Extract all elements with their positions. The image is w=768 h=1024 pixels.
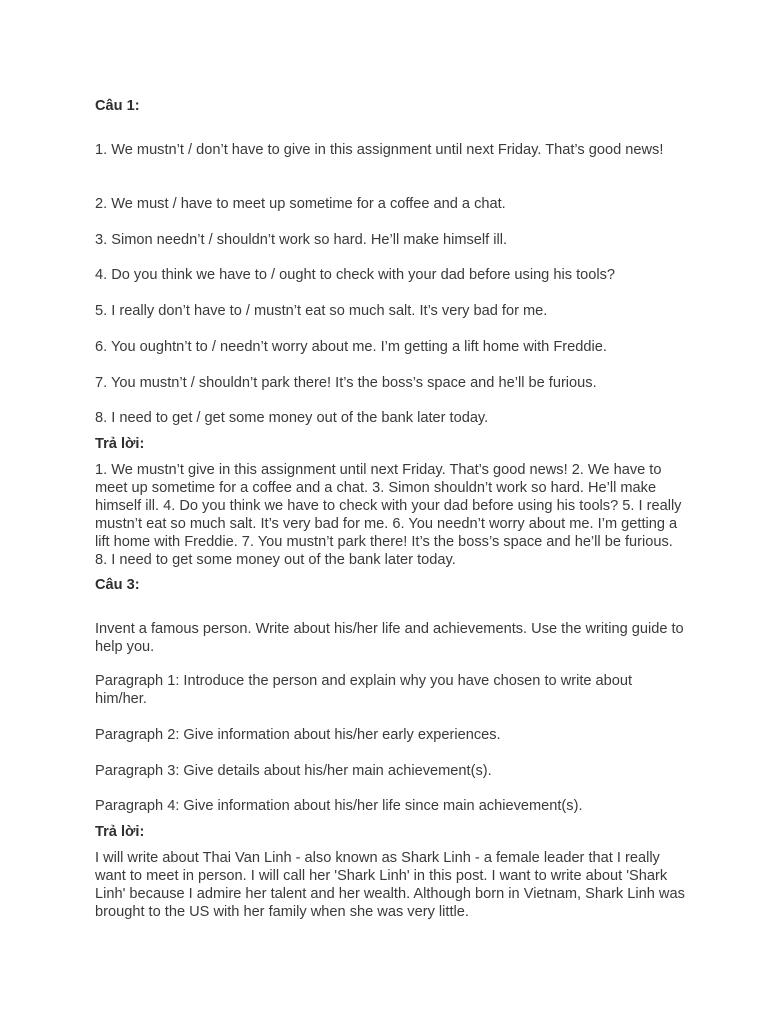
section-3-heading: Câu 3: [95,577,140,593]
prompt-paragraph-4: Paragraph 4: Give information about his/her life since main achievement(s). [95,798,583,814]
exercise-item-6: 6. You oughtn’t to / needn’t worry about me. I’m getting a lift home with Freddie. [95,339,607,355]
prompt-paragraph-1: Paragraph 1: Introduce the person and explain why you have chosen to write about him/her. [95,673,633,707]
section-1-heading: Câu 1: [95,98,140,114]
exercise-item-7: 7. You mustn’t / shouldn’t park there! It’s the boss’s space and he’ll be furious. [95,375,597,391]
exercise-item-3: 3. Simon needn’t / shouldn’t work so hard. He’ll make himself ill. [95,232,508,248]
section-3-answer-heading: Trả lời: [95,824,145,840]
prompt-paragraph-intro: Invent a famous person. Write about his/her life and achievements. Use the writing guide to help you. [95,621,684,655]
exercise-item-2: 2. We must / have to meet up sometime for a coffee and a chat. [95,196,506,212]
section-1-answer-heading: Trả lời: [95,436,145,452]
exercise-item-8: 8. I need to get / get some money out of the bank later today. [95,410,489,426]
exercise-item-1: 1. We mustn’t / don’t have to give in this assignment until next Friday. That’s good news! [95,142,664,158]
exercise-item-4: 4. Do you think we have to / ought to check with your dad before using his tools? [95,267,616,283]
section-3-answer: I will write about Thai Van Linh - also known as Shark Linh - a female leader that I really want to meet in person. I will call her 'Shark Linh' in this post. I want to write about 'Shark Linh' because I admire her talent and her wealth. Although born in Vietnam, Shark Linh was brought to the US with her family when she was very little. [95,850,685,920]
prompt-paragraph-3: Paragraph 3: Give details about his/her main achievement(s). [95,763,492,779]
section-1-answer: 1. We mustn’t give in this assignment until next Friday. That’s good news! 2. We have to meet up sometime for a coffee and a chat. 3. Simon shouldn’t work so hard. He’ll make himself ill. 4. Do you think we have to check with your dad before using his tools? 5. I really mustn’t eat so much salt. It’s very bad for me. 6. You needn’t worry about me. I’m getting a lift home with Freddie. 7. You mustn’t park there! It’s the boss’s space and he’ll be furious. 8. I need to get some money out of the bank later today. [95,462,682,568]
prompt-paragraph-2: Paragraph 2: Give information about his/her early experiences. [95,727,501,743]
exercise-item-5: 5. I really don’t have to / mustn’t eat so much salt. It’s very bad for me. [95,303,548,319]
